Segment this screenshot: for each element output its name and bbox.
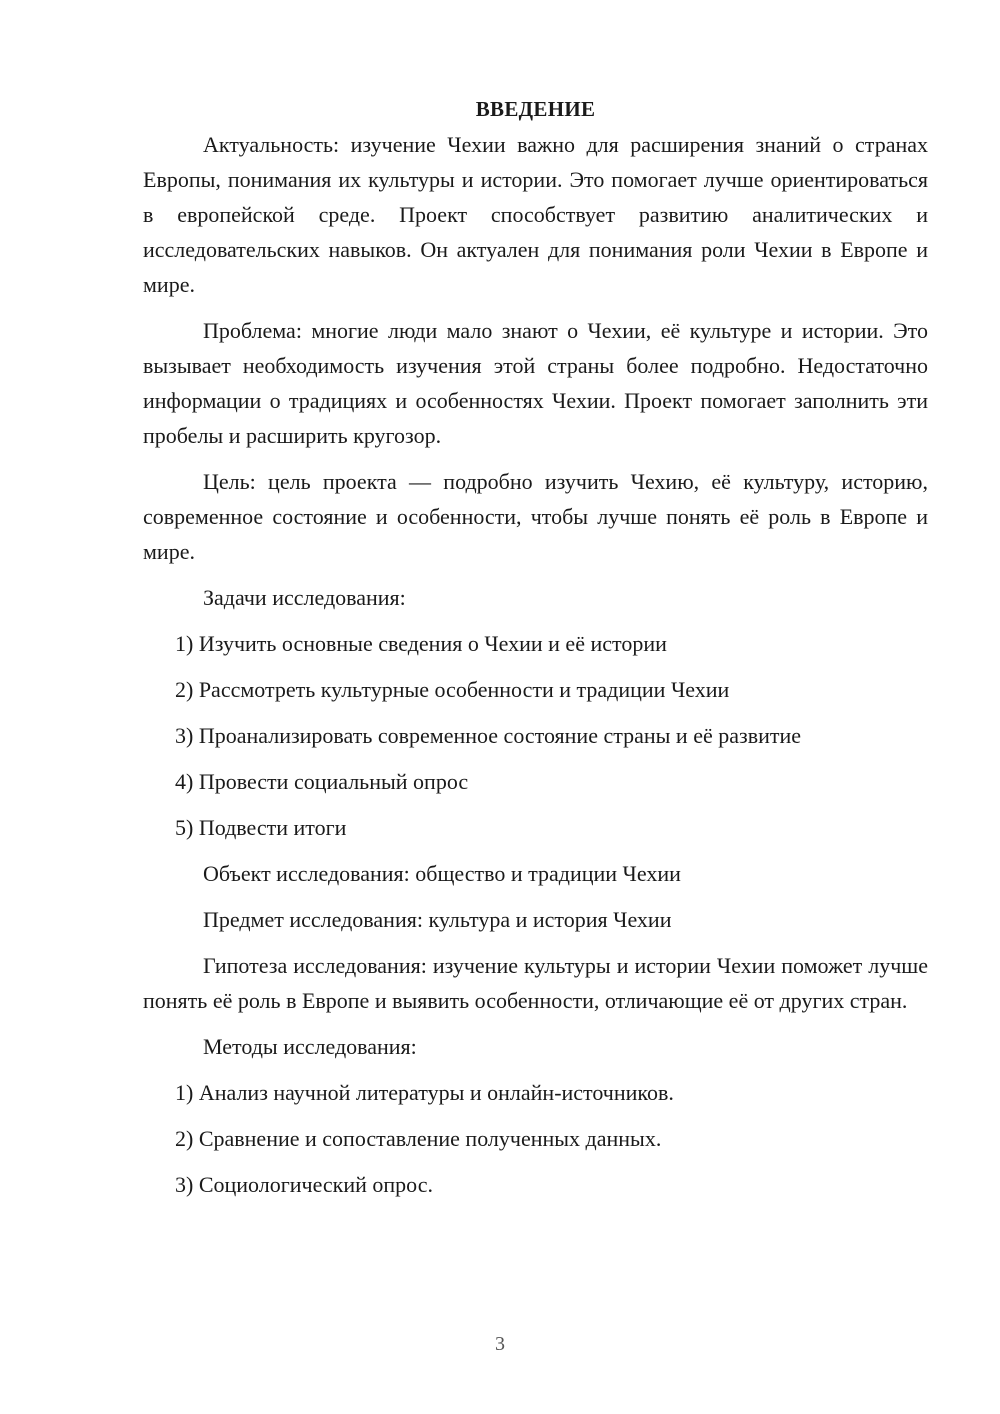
task-item: 5) Подвести итоги	[175, 815, 347, 840]
task-item: 4) Провести социальный опрос	[175, 769, 469, 794]
method-item: 1) Анализ научной литературы и онлайн-источников.	[175, 1080, 674, 1105]
problem-paragraph: Проблема: многие люди мало знают о Чехии, её культуре и истории. Это вызывает необходимость изучения этой страны более подробно. Недостаточно информации о традициях и особенностях Чехии. Проект помогает заполнить эти пробелы и расширить кругозор.	[143, 318, 928, 448]
research-subject: Предмет исследования: культура и история Чехии	[203, 907, 672, 932]
methods-label: Методы исследования:	[203, 1034, 417, 1059]
research-object: Объект исследования: общество и традиции Чехии	[203, 861, 681, 886]
goal-paragraph: Цель: цель проекта — подробно изучить Чехию, её культуру, историю, современное состояние и особенности, чтобы лучше понять её роль в Европе и мире.	[143, 469, 928, 564]
page-number: 3	[495, 1333, 505, 1355]
page-title: ВВЕДЕНИЕ	[475, 97, 596, 121]
task-item: 1) Изучить основные сведения о Чехии и её истории	[175, 631, 667, 656]
task-item: 2) Рассмотреть культурные особенности и традиции Чехии	[175, 677, 730, 702]
document-page	[143, 92, 928, 1213]
tasks-label: Задачи исследования:	[203, 585, 406, 610]
method-item: 2) Сравнение и сопоставление полученных данных.	[175, 1126, 662, 1151]
method-item: 3) Социологический опрос.	[175, 1172, 433, 1197]
relevance-paragraph: Актуальность: изучение Чехии важно для расширения знаний о странах Европы, понимания их культуры и истории. Это помогает лучше ориентироваться в европейской среде. Проект способствует развитию аналитических и исследовательских навыков. Он актуален для понимания роли Чехии в Европе и мире.	[143, 132, 928, 297]
hypothesis-paragraph: Гипотеза исследования: изучение культуры и истории Чехии поможет лучше понять её роль в Европе и выявить особенности, отличающие её от других стран.	[143, 953, 928, 1013]
task-item: 3) Проанализировать современное состояние страны и её развитие	[175, 723, 802, 748]
